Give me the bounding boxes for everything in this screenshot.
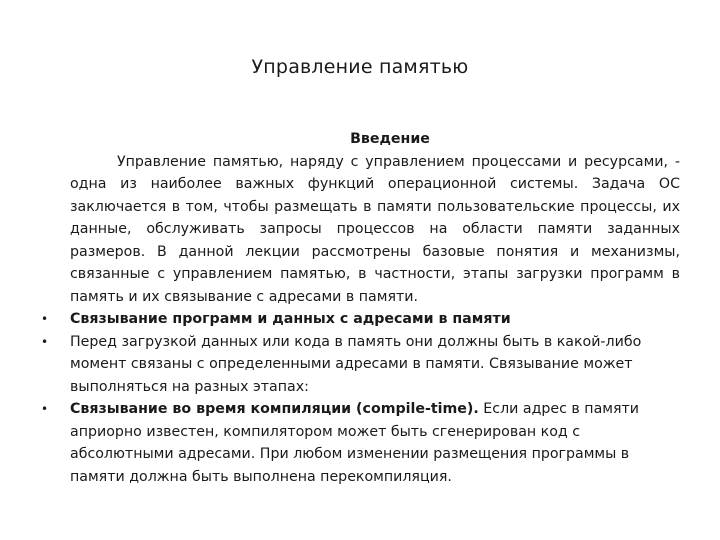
bullet-text: Перед загрузкой данных или кода в память они должны быть в какой-либо момент связаны с определенными адресами в памяти. Связывание может выполняться на разных этапах: xyxy=(70,333,642,395)
intro-heading: Введение xyxy=(350,131,430,147)
bullet-list xyxy=(40,308,680,488)
intro-paragraph: Управление памятью, наряду с управлением процессами и ресурсами, - одна из наиболее важных функций операционной системы. Задача ОС заключается в том, чтобы размещать в памяти пользовательские процессы, их данные, обслуживать запросы процессов на области памяти заданных размеров. В данной лекции рассмотрены базовые понятия и механизмы, связанные с управлением памятью, в частности, этапы загрузки программ в память и их связывание с адресами в памяти. xyxy=(70,153,680,305)
slide-content xyxy=(40,128,680,488)
bullet-icon: • xyxy=(41,312,49,326)
bullet-item-binding-intro xyxy=(40,331,680,399)
bullet-item-binding-heading xyxy=(40,308,680,331)
bullet-text: Если адрес в памяти априорно известен, компилятором может быть сгенерирован код с абсолютными адресами. При любом изменении размещения программы в памяти должна быть выполнена перекомпиляция. xyxy=(70,401,639,485)
bullet-icon: • xyxy=(41,334,49,349)
slide-title: Управление памятью xyxy=(251,56,469,78)
bullet-bold-text: Связывание во время компиляции (compile-time). xyxy=(70,401,479,417)
bullet-bold-text: Связывание программ и данных с адресами в памяти xyxy=(70,311,511,327)
bullet-item-compile-time xyxy=(40,398,680,488)
bullet-icon: • xyxy=(41,402,49,416)
